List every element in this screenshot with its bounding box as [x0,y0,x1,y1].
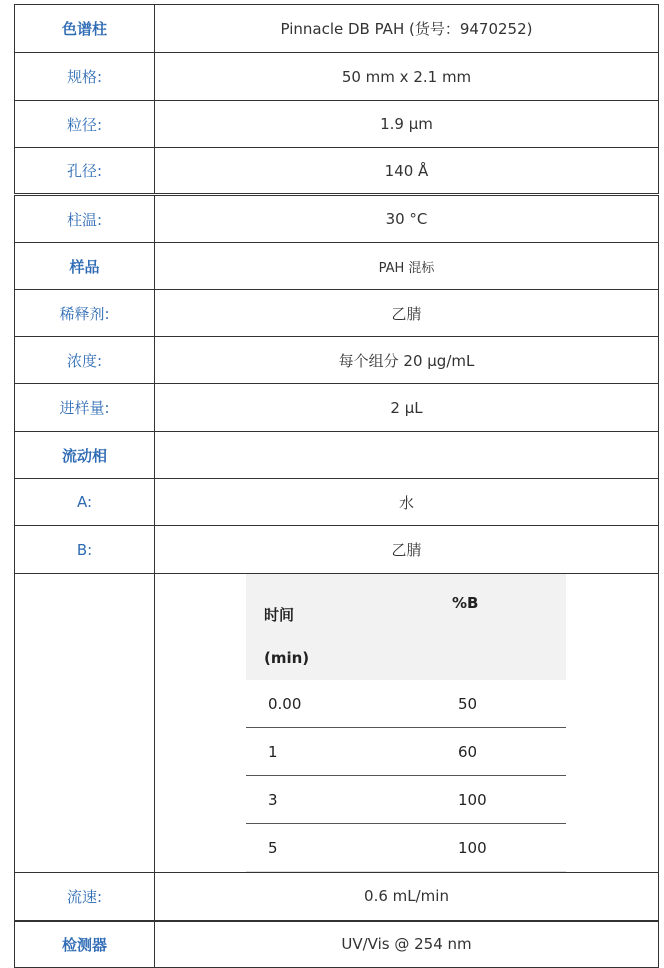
gradient-time-header-line2: (min) [264,649,310,667]
row-column-temp [15,195,659,243]
dimensions-value: 50 mm x 2.1 mm [155,53,659,101]
row-flow-rate [15,873,659,921]
column-temp-value: 30 °C [155,195,659,243]
gradient-b: 60 [418,728,566,776]
gradient-time: 0.00 [246,680,418,728]
gradient-b: 100 [418,824,566,872]
row-sample [15,243,659,290]
row-particle-size [15,101,659,148]
sample-value: PAH 混标 [155,243,659,290]
pore-size-value: 140 Å [155,148,659,195]
row-concentration [15,337,659,384]
gradient-row [246,776,566,824]
phase-b-label: B: [15,526,155,574]
gradient-time-header [246,574,418,680]
diluent-value: 乙腈 [155,290,659,337]
gradient-row [246,824,566,872]
detector-label: 检测器 [15,921,155,968]
pore-size-label: 孔径: [15,148,155,195]
gradient-time: 5 [246,824,418,872]
gradient-cell [155,574,659,873]
row-injection-volume [15,384,659,432]
row-phase-b [15,526,659,574]
column-label: 色谱柱 [15,5,155,53]
column-value: Pinnacle DB PAH (货号：9470252) [155,5,659,53]
gradient-time-header-line1: 时间 [264,606,295,624]
gradient-row [246,680,566,728]
phase-a-label: A: [15,479,155,526]
row-dimensions [15,53,659,101]
row-column [15,5,659,53]
concentration-value: 每个组分 20 µg/mL [155,337,659,384]
row-pore-size [15,148,659,195]
flow-rate-label: 流速: [15,873,155,921]
injection-volume-value: 2 µL [155,384,659,432]
gradient-b: 50 [418,680,566,728]
flow-rate-value: 0.6 mL/min [155,873,659,921]
detector-value: UV/Vis @ 254 nm [155,921,659,968]
sample-label: 样品 [15,243,155,290]
row-diluent [15,290,659,337]
gradient-row [246,728,566,776]
phase-b-value: 乙腈 [155,526,659,574]
diluent-label: 稀释剂: [15,290,155,337]
method-parameters-table [14,4,659,968]
gradient-table [246,574,566,872]
dimensions-label: 规格: [15,53,155,101]
row-mobile-phase [15,432,659,479]
particle-size-value: 1.9 µm [155,101,659,148]
phase-a-value: 水 [155,479,659,526]
gradient-time: 3 [246,776,418,824]
injection-volume-label: 进样量: [15,384,155,432]
particle-size-label: 粒径: [15,101,155,148]
gradient-label-cell [15,574,155,873]
row-gradient [15,574,659,873]
gradient-time: 1 [246,728,418,776]
concentration-label: 浓度: [15,337,155,384]
gradient-header-row [246,574,566,680]
row-detector [15,921,659,968]
gradient-b-header: %B [418,574,566,680]
mobile-phase-value [155,432,659,479]
gradient-b: 100 [418,776,566,824]
column-temp-label: 柱温: [15,195,155,243]
row-phase-a [15,479,659,526]
mobile-phase-label: 流动相 [15,432,155,479]
